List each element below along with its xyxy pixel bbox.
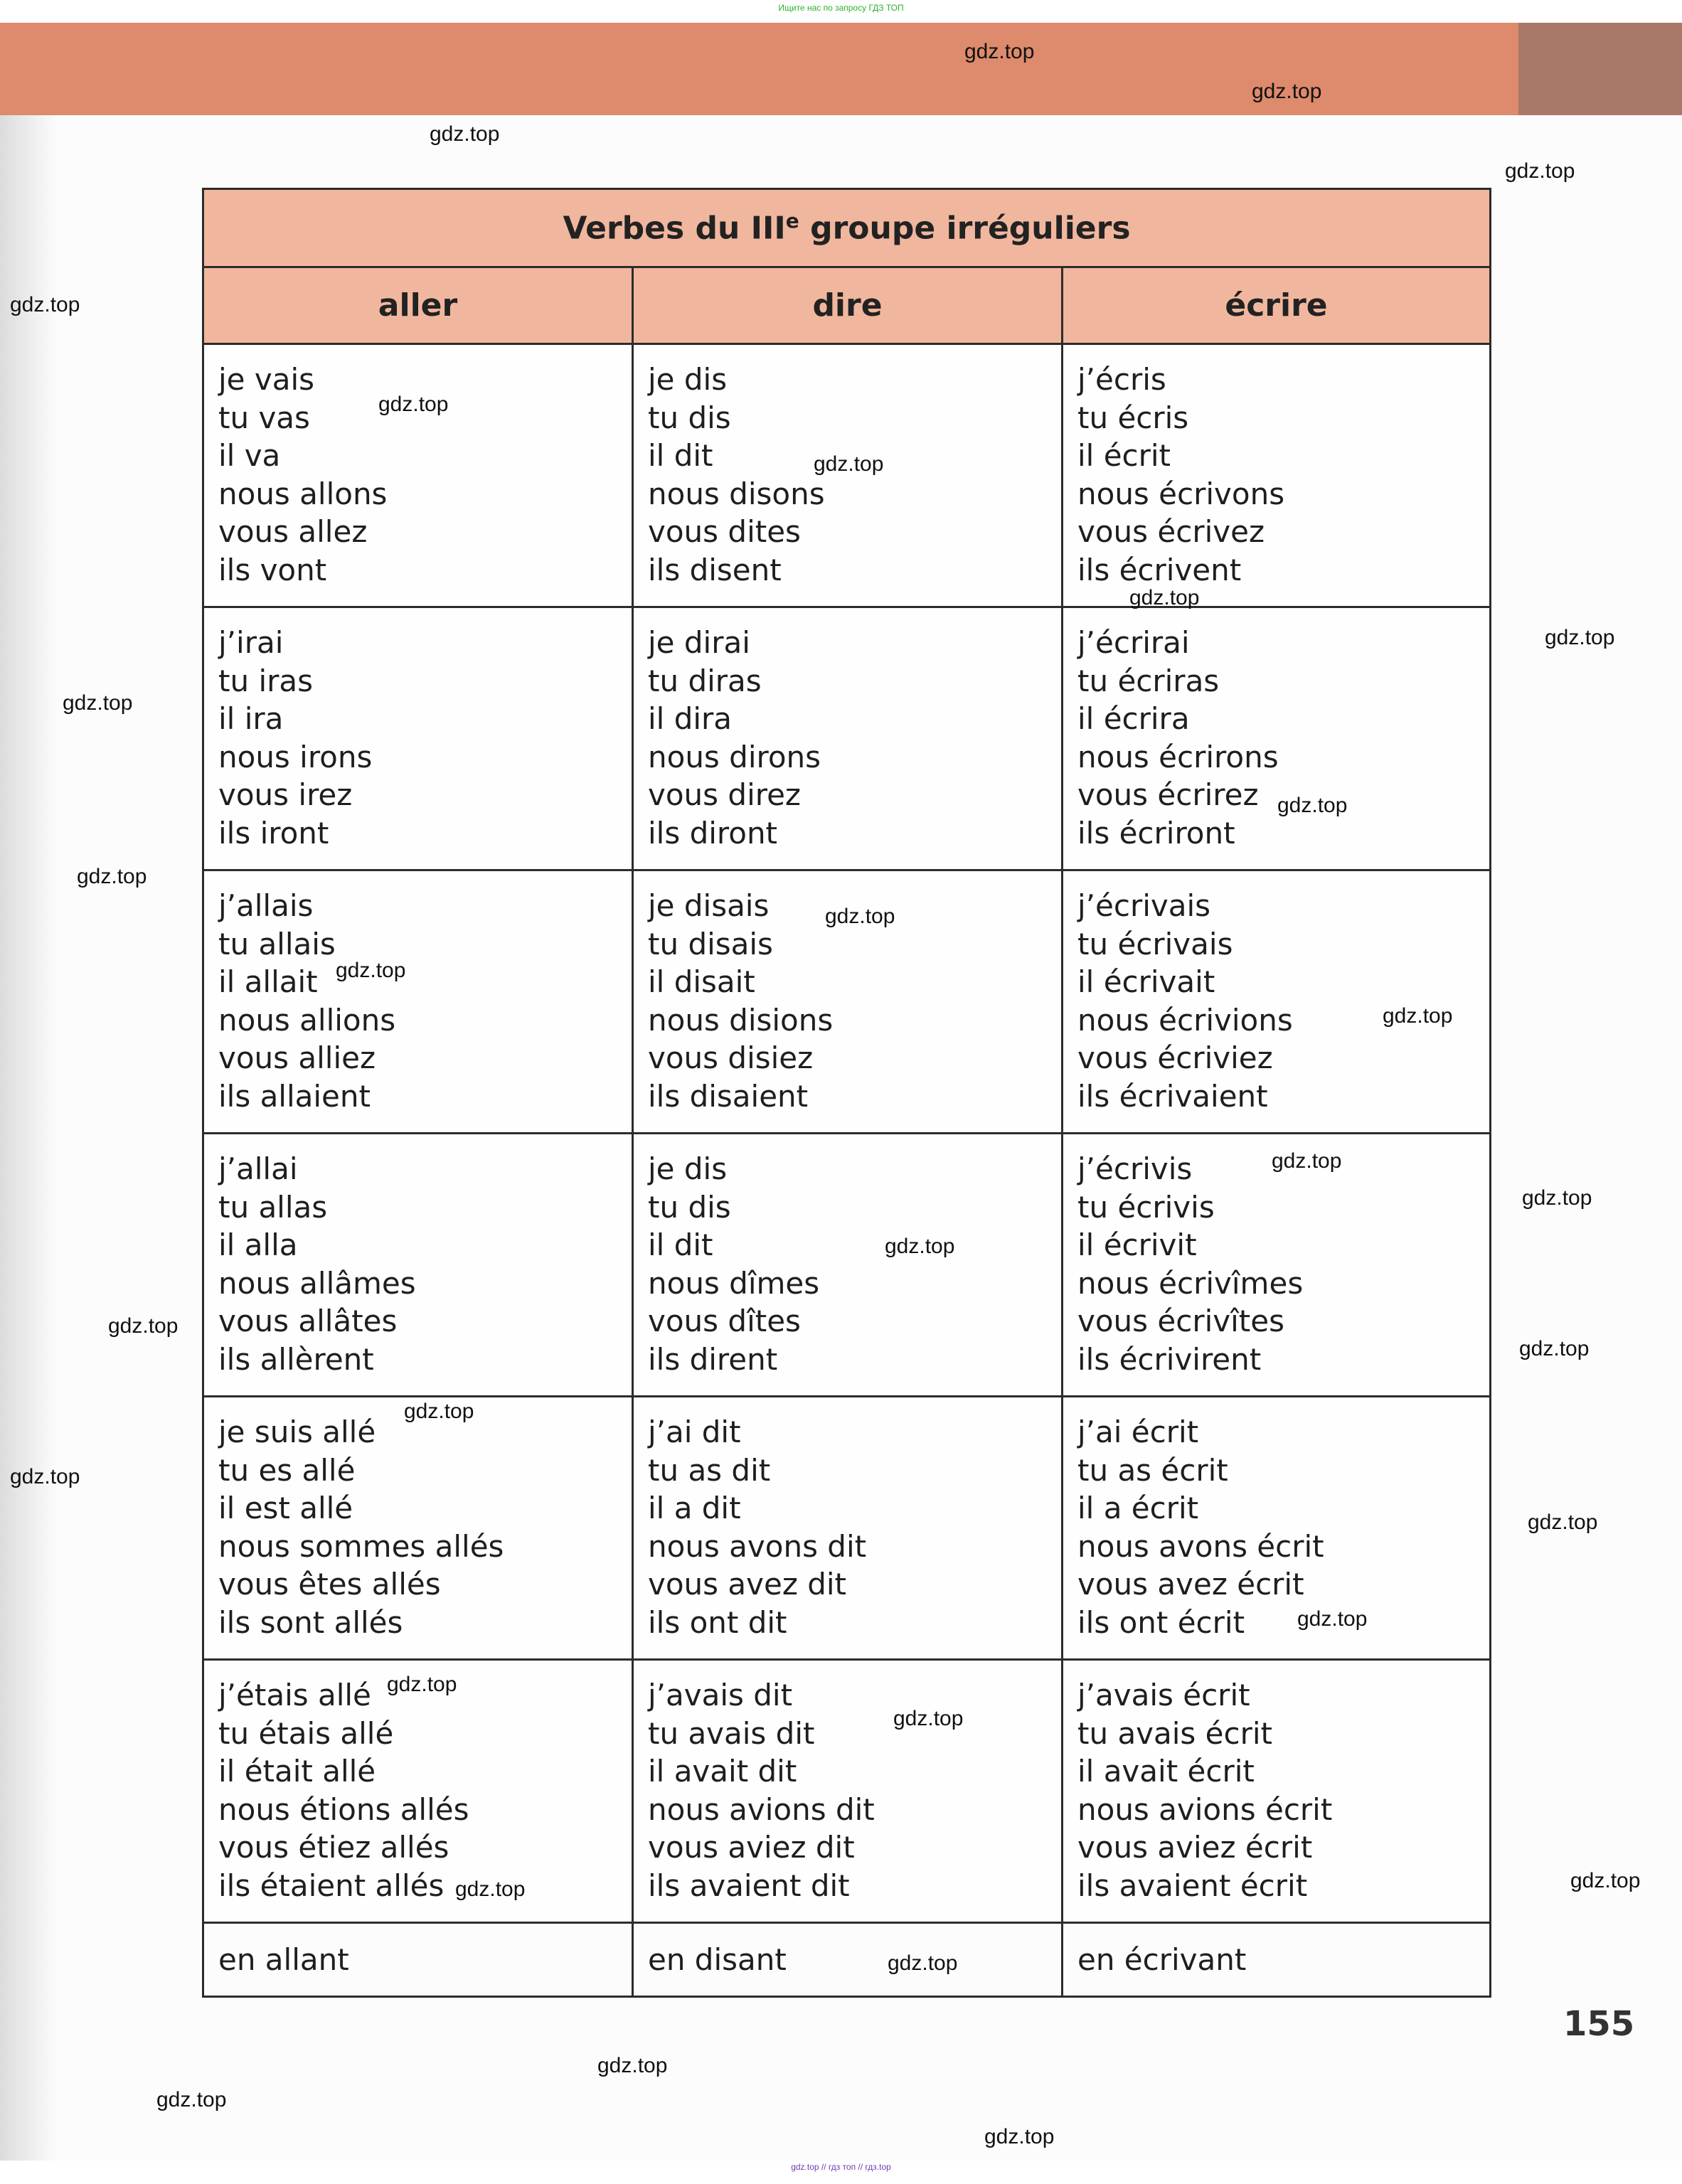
conjugation-form: nous allons [218,476,388,511]
watermark: gdz.top [455,1877,526,1901]
conjugation-form: tu es allé [218,1452,356,1488]
watermark: gdz.top [108,1314,179,1338]
conjugation-form: ils avaient dit [648,1868,850,1903]
conjugation-form: ils sont allés [218,1604,403,1640]
watermark: gdz.top [1519,1337,1590,1360]
conjugation-form: j’irai [218,625,284,660]
column-header-aller: aller [203,267,633,344]
conjugation-form: vous écrivez [1077,514,1265,549]
conjugation-cell-ecrire [1063,344,1491,607]
conjugation-form: tu écriras [1077,663,1220,698]
conjugation-cell-aller [203,870,633,1134]
conjugation-form: nous avions écrit [1077,1791,1333,1827]
conjugation-form: vous écrirez [1077,777,1259,812]
conjugation-cell-ecrire [1063,607,1491,870]
conjugation-form: vous dîtes [648,1304,801,1338]
conjugation-form: nous écrirons [1077,739,1279,774]
conjugation-form: ils écrivaient [1077,1078,1268,1114]
conjugation-cell-dire [633,1660,1063,1923]
conjugation-form: il dira [648,701,733,736]
conjugation-form: je disais [648,888,770,923]
watermark: gdz.top [63,691,133,715]
conjugation-form: il est allé [218,1491,353,1525]
conjugation-form: j’avais écrit [1077,1678,1250,1712]
conjugation-form: nous écrivîmes [1077,1265,1304,1301]
conjugation-form: vous allez [218,514,368,549]
watermark: gdz.top [430,122,500,146]
conjugation-form: j’écrivis [1077,1151,1193,1186]
conjugation-form: nous étions allés [218,1791,469,1827]
conjugation-cell-aller [203,1397,633,1660]
conjugation-form: tu avais écrit [1077,1715,1273,1751]
gerondif-row [203,1923,1491,1997]
conjugation-form: j’allai [218,1151,298,1186]
conjugation-cell-ecrire [1063,1397,1491,1660]
conjugation-form: vous avez dit [648,1567,847,1602]
conjugation-form: vous écriviez [1077,1040,1273,1075]
conjugation-form: nous disons [648,476,825,511]
conjugation-form: tu disais [648,926,773,962]
conjugation-form: nous allions [218,1002,396,1038]
column-header-dire: dire [633,267,1063,344]
conjugation-form: j’écris [1077,362,1166,397]
conjugation-form: tu étais allé [218,1715,394,1751]
conjugation-form: vous disiez [648,1040,814,1075]
conjugation-form: il était allé [218,1754,376,1789]
watermark: gdz.top [1383,1004,1453,1028]
gerondif-aller: en allant [203,1923,633,1997]
watermark: gdz.top [964,40,1035,63]
conjugation-form: tu as dit [648,1452,771,1488]
conjugation-form: j’avais dit [648,1678,793,1712]
header-color-band [0,23,1682,115]
watermark: gdz.top [1297,1607,1368,1631]
conjugation-form: vous aviez dit [648,1830,855,1865]
watermark: gdz.top [10,293,80,316]
watermark: gdz.top [1570,1869,1641,1892]
conjugation-form: ils diront [648,815,778,851]
conjugation-form: ils disent [648,552,782,587]
conjugation-form: nous dîmes [648,1265,820,1301]
watermark: gdz.top [984,2125,1055,2148]
conjugation-form: ils ont dit [648,1604,787,1640]
watermark: gdz.top [597,2054,668,2077]
conjugation-form: je dirai [648,625,750,660]
conjugation-form: nous écrivions [1077,1002,1293,1038]
conjugation-cell-aller [203,1134,633,1397]
conjugation-form: il avait écrit [1077,1754,1255,1789]
conjugation-form: nous disions [648,1002,834,1038]
watermark: gdz.top [10,1465,80,1488]
watermark: gdz.top [1252,80,1322,103]
conjugation-form: il écrivit [1077,1227,1197,1262]
conjugation-form: tu allais [218,926,336,962]
conjugation-form: ils étaient allés [218,1868,445,1903]
conjugation-form: il ira [218,701,284,736]
conjugation-form: tu diras [648,663,762,698]
conjugation-form: ils avaient écrit [1077,1868,1308,1903]
conjugation-form: vous aviez écrit [1077,1830,1313,1865]
conjugation-cell-dire [633,1397,1063,1660]
watermark: gdz.top [1277,794,1348,817]
conjugation-form: tu allas [218,1189,328,1225]
watermark: gdz.top [814,452,884,476]
conjugation-cell-aller [203,344,633,607]
conjugation-form: il écrira [1077,701,1190,736]
conjugation-form: ils vont [218,552,327,587]
watermark: gdz.top [893,1707,964,1730]
conjugation-form: tu vas [218,400,310,435]
conjugation-form: tu iras [218,663,313,698]
conjugation-form: vous avez écrit [1077,1567,1304,1602]
conjugation-form: il a écrit [1077,1491,1199,1525]
conjugation-form: vous êtes allés [218,1567,441,1602]
conjugation-form: j’étais allé [218,1678,371,1712]
table-title-row [203,189,1491,267]
conjugation-form: il disait [648,964,755,999]
conjugation-form: vous irez [218,777,353,812]
conjugation-cell-aller [203,607,633,870]
conjugation-form: vous étiez allés [218,1830,449,1865]
watermark: gdz.top [156,2088,227,2111]
table-title: Verbes du IIIe groupe irréguliers [203,189,1491,267]
column-header-ecrire: écrire [1063,267,1491,344]
gerondif-ecrire: en écrivant [1063,1923,1491,1997]
page-number: 155 [1563,2004,1635,2044]
tense-row [203,607,1491,870]
conjugation-form: tu avais dit [648,1715,815,1751]
conjugation-form: j’écrirai [1077,625,1190,660]
conjugation-form: vous dites [648,514,801,549]
conjugation-form: je dis [648,1151,728,1186]
conjugation-cell-aller [203,1660,633,1923]
conjugation-form: il alla [218,1227,298,1262]
gerondif-dire: en disant [633,1923,1063,1997]
conjugation-form: je vais [218,362,315,397]
conjugation-form: nous irons [218,739,373,774]
conjugation-form: ils dirent [648,1341,778,1377]
conjugation-form: il avait dit [648,1754,797,1789]
conjugation-form: tu dis [648,1189,731,1225]
conjugation-form: tu écris [1077,400,1189,435]
watermark: gdz.top [1522,1186,1592,1210]
conjugation-form: j’ai écrit [1077,1415,1199,1449]
conjugation-form: vous direz [648,777,801,812]
watermark: gdz.top [1528,1511,1598,1534]
watermark: gdz.top [1545,626,1615,649]
conjugation-form: nous sommes allés [218,1528,504,1564]
conjugation-form: j’allais [218,888,314,923]
conjugation-form: ils écrivent [1077,552,1242,587]
watermark: gdz.top [885,1235,955,1258]
conjugation-form: nous avons dit [648,1528,867,1564]
watermark: gdz.top [77,865,147,888]
conjugation-form: nous avions dit [648,1791,875,1827]
watermark: gdz.top [1505,159,1575,183]
watermark: gdz.top [404,1400,474,1423]
conjugation-form: vous alliez [218,1040,376,1075]
watermark: gdz.top [888,1951,958,1975]
conjugation-cell-ecrire [1063,870,1491,1134]
conjugation-form: je dis [648,362,728,397]
header-dark-block [1518,23,1682,115]
conjugation-form: j’écrivais [1077,888,1211,923]
conjugation-form: nous dirons [648,739,821,774]
conjugation-form: ils allaient [218,1078,371,1114]
conjugation-form: tu as écrit [1077,1452,1228,1488]
conjugation-cell-dire [633,607,1063,870]
conjugation-form: j’ai dit [648,1415,741,1449]
conjugation-form: ils écriront [1077,815,1235,851]
watermark: gdz.top [387,1673,457,1696]
top-site-link[interactable]: Ищите нас по запросу ГДЗ ТОП [778,3,904,13]
conjugation-form: tu écrivais [1077,926,1233,962]
conjugation-form: ils ont écrit [1077,1604,1245,1640]
conjugation-form: il dit [648,1227,713,1262]
conjugation-form: vous écrivîtes [1077,1304,1284,1338]
conjugation-form: nous écrivons [1077,476,1285,511]
conjugation-cell-ecrire [1063,1660,1491,1923]
conjugation-form: il allait [218,964,318,999]
conjugation-form: tu écrivis [1077,1189,1215,1225]
watermark: gdz.top [1272,1149,1342,1173]
page-spine-shadow [0,115,57,2161]
conjugation-form: il écrivait [1077,964,1215,999]
tense-row [203,1660,1491,1923]
conjugation-form: ils iront [218,815,329,851]
conjugation-form: ils allèrent [218,1341,374,1377]
conjugation-cell-dire [633,1134,1063,1397]
conjugation-form: il dit [648,438,713,473]
conjugation-form: nous allâmes [218,1265,416,1301]
conjugation-form: il a dit [648,1491,741,1525]
conjugation-form: nous avons écrit [1077,1528,1324,1564]
conjugation-form: ils disaient [648,1078,809,1114]
bottom-site-link[interactable]: gdz.top // гдз топ // гдз.top [791,2162,891,2172]
watermark: gdz.top [378,393,449,416]
watermark: gdz.top [1129,586,1200,609]
conjugation-form: ils écrivirent [1077,1341,1262,1377]
table-header-row [203,267,1491,344]
conjugation-form: tu dis [648,400,731,435]
conjugation-form: vous allâtes [218,1304,398,1338]
watermark: gdz.top [825,905,895,928]
conjugation-form: je suis allé [218,1415,376,1449]
conjugation-form: il va [218,438,281,473]
watermark: gdz.top [336,959,406,982]
conjugation-form: il écrit [1077,438,1171,473]
